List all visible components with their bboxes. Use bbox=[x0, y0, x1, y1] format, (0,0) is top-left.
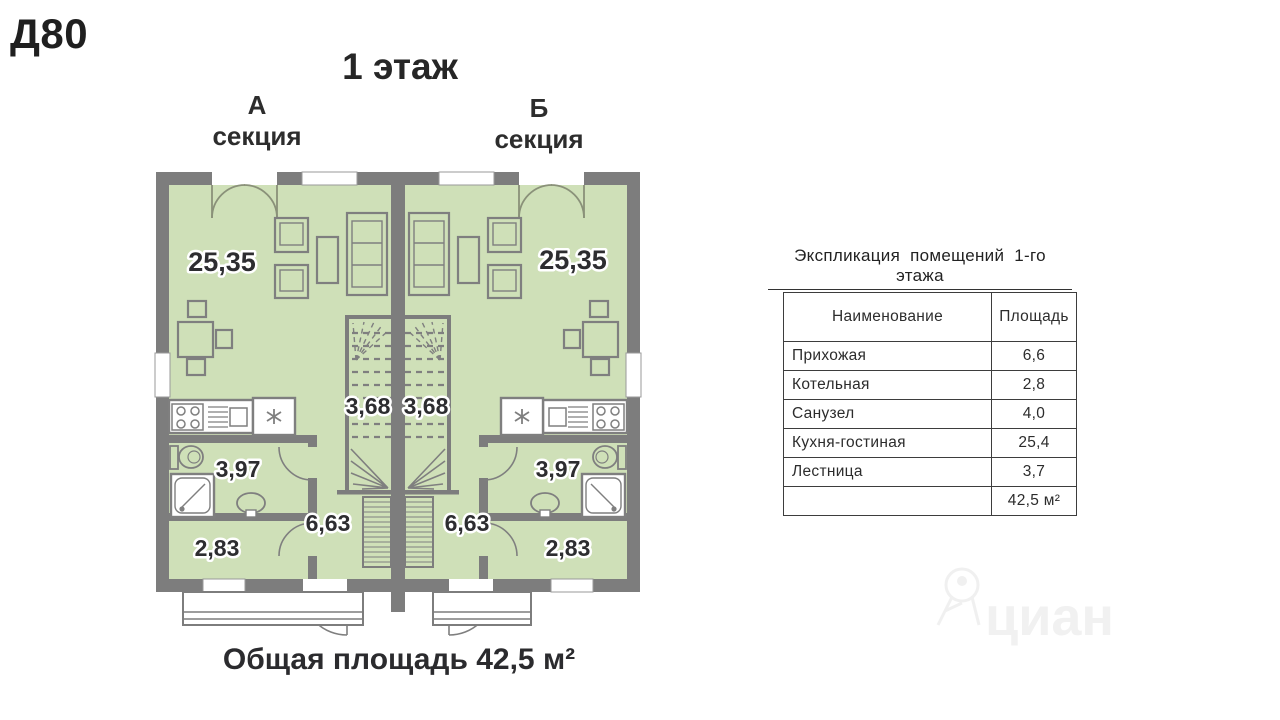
project-code: Д80 bbox=[10, 10, 89, 57]
table-row bbox=[784, 400, 1077, 429]
floor-title: 1 этаж bbox=[342, 46, 458, 87]
room-area: 25,4 bbox=[992, 429, 1077, 458]
area-label-stairs-b: 3,68 bbox=[403, 393, 449, 419]
room-name: Прихожая bbox=[784, 342, 992, 371]
room-area: 3,7 bbox=[992, 458, 1077, 487]
area-label-living-b: 25,35 bbox=[539, 245, 607, 275]
table-row bbox=[784, 342, 1077, 371]
legend-col-area: Площадь bbox=[992, 293, 1077, 342]
room-area: 4,0 bbox=[992, 400, 1077, 429]
table-row bbox=[784, 458, 1077, 487]
room-name: Кухня-гостиная bbox=[784, 429, 992, 458]
section-b-letter: Б bbox=[529, 93, 549, 123]
total-area-value: 42,5 м² bbox=[992, 487, 1077, 516]
area-label-bath-b: 3,97 bbox=[535, 456, 581, 482]
legend-header-row bbox=[784, 293, 1077, 342]
legend-col-name: Наименование bbox=[784, 293, 992, 342]
table-row bbox=[784, 429, 1077, 458]
total-empty-cell bbox=[784, 487, 992, 516]
section-a-letter: А bbox=[247, 90, 267, 120]
porch-left bbox=[183, 592, 363, 625]
table-row bbox=[784, 371, 1077, 400]
cian-pin-icon bbox=[938, 569, 979, 625]
area-label-hall-a: 6,63 bbox=[305, 510, 351, 536]
window-bottom bbox=[203, 579, 245, 592]
section-b-word: секция bbox=[494, 124, 584, 154]
legend-table bbox=[783, 292, 1077, 516]
room-area: 2,8 bbox=[992, 371, 1077, 400]
entrance-door-opening bbox=[303, 579, 347, 592]
area-label-stairs-a: 3,68 bbox=[345, 393, 391, 419]
area-label-boiler-a: 2,83 bbox=[194, 535, 240, 561]
room-name: Санузел bbox=[784, 400, 992, 429]
area-label-hall-b: 6,63 bbox=[444, 510, 490, 536]
window-side bbox=[155, 353, 170, 397]
window-top bbox=[302, 172, 357, 185]
room-area: 6,6 bbox=[992, 342, 1077, 371]
area-label-bath-a: 3,97 bbox=[215, 456, 261, 482]
total-area-caption: Общая площадь 42,5 м² bbox=[222, 643, 576, 676]
room-name: Лестница bbox=[784, 458, 992, 487]
section-a-word: секция bbox=[212, 121, 302, 151]
legend-title-text: Экспликация помещений 1-го этажа bbox=[768, 246, 1072, 290]
legend-total-row bbox=[784, 487, 1077, 516]
area-label-boiler-b: 2,83 bbox=[545, 535, 591, 561]
area-label-living-a: 25,35 bbox=[188, 247, 256, 277]
brand-watermark bbox=[905, 555, 1155, 665]
room-name: Котельная bbox=[784, 371, 992, 400]
legend-title bbox=[768, 246, 1072, 290]
balcony-door-opening bbox=[212, 172, 277, 185]
porch-right bbox=[433, 592, 531, 625]
kitchen-icons bbox=[169, 398, 295, 435]
cian-wordmark: циан bbox=[985, 587, 1115, 647]
